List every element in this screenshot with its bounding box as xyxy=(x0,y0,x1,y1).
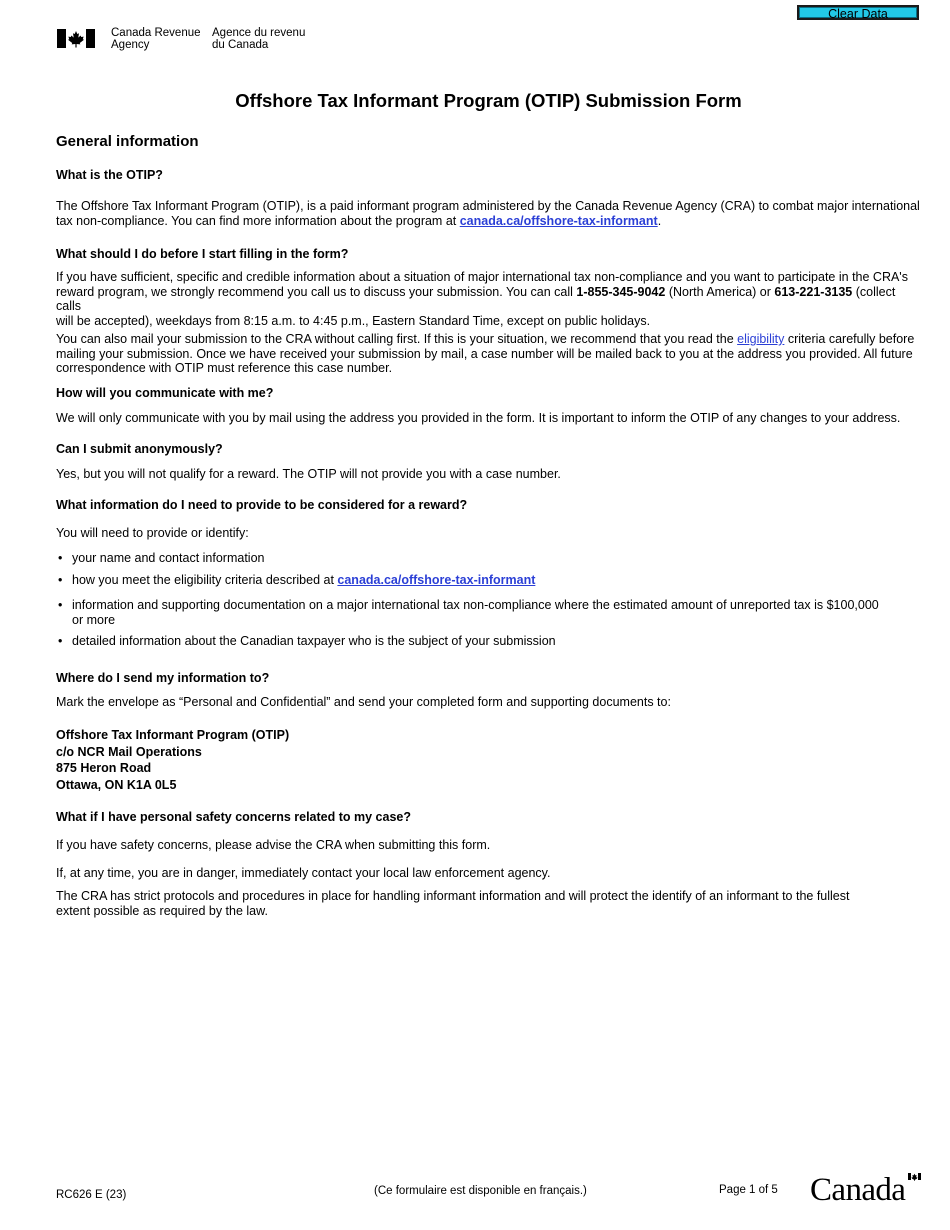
list-item xyxy=(72,573,892,588)
bullet-icon: • xyxy=(58,551,63,565)
otip-description-line2 xyxy=(56,214,922,229)
phone-north-america: 1-855-345-9042 xyxy=(576,284,666,299)
otip-website-link[interactable]: canada.ca/offshore-tax-informant xyxy=(337,573,536,587)
question-heading-safety: What if I have personal safety concerns related to my case? xyxy=(56,810,411,824)
safety-paragraph-1: If you have safety concerns, please advise the CRA when submitting this form. xyxy=(56,838,491,852)
otip-website-link[interactable]: canada.ca/offshore-tax-informant xyxy=(459,213,658,228)
list-item: detailed information about the Canadian taxpayer who is the subject of your submission xyxy=(72,634,556,648)
otip-description-period: . xyxy=(657,213,662,228)
phone-collect: 613-221-3135 xyxy=(774,284,853,299)
french-availability-note: (Ce formulaire est disponible en français.) xyxy=(374,1185,587,1197)
agency-fr-line1: Agence du revenu xyxy=(212,27,306,39)
bullet-icon: • xyxy=(58,573,63,587)
mail-instructions-paragraph xyxy=(56,332,922,376)
agency-fr-line2: du Canada xyxy=(212,38,269,51)
question-heading-before-filling: What should I do before I start filling in the form? xyxy=(56,247,349,261)
call-instructions-paragraph xyxy=(56,270,922,328)
page-number: Page 1 of 5 xyxy=(719,1184,778,1196)
svg-text:Canada: Canada xyxy=(810,1172,906,1204)
mail-instructions-line2: mailing your submission. Once we have received your submission by mail, a case number will be mailed back to you at the address you provided. All future xyxy=(56,346,913,361)
question-heading-reward-info: What information do I need to provide to be considered for a reward? xyxy=(56,498,468,512)
question-heading-what-is-otip: What is the OTIP? xyxy=(56,168,163,182)
question-heading-send-info: Where do I send my information to? xyxy=(56,671,270,685)
mailing-address xyxy=(56,727,922,793)
otip-description-text: tax non-compliance. You can find more information about the program at xyxy=(56,213,460,228)
mail-text: You can also mail your submission to the CRA without calling first. If this is your situation, we recommend that you read the xyxy=(56,332,738,346)
page-title: Offshore Tax Informant Program (OTIP) Submission Form xyxy=(235,90,742,111)
address-line1: Offshore Tax Informant Program (OTIP) xyxy=(56,728,290,742)
form-code: RC626 E (23) xyxy=(56,1189,127,1201)
call-instructions-line3: will be accepted), weekdays from 8:15 a.m. to 4:45 p.m., Eastern Standard Time, except on public holidays. xyxy=(56,313,651,328)
canada-flag-icon xyxy=(57,29,95,48)
eligibility-link[interactable]: eligibility xyxy=(737,332,785,346)
address-line2: c/o NCR Mail Operations xyxy=(56,744,202,759)
communication-answer: We will only communicate with you by mail using the address you provided in the form. It is important to inform the OTIP of any changes to your address. xyxy=(56,411,901,425)
agency-name-english xyxy=(111,28,201,51)
mail-instructions-line1 xyxy=(56,332,922,347)
otip-description xyxy=(56,199,922,228)
safety-paragraph-3-line1: The CRA has strict protocols and procedures in place for handling informant information and will protect the identify of an informant to the fullest xyxy=(56,889,850,903)
reward-info-intro: You will need to provide or identify: xyxy=(56,526,249,540)
list-item-text: how you meet the eligibility criteria described at xyxy=(72,573,338,587)
call-text: reward program, we strongly recommend you call us to discuss your submission. You can call xyxy=(56,284,577,299)
canada-wordmark-logo xyxy=(810,1172,922,1204)
call-text-mid: (North America) or xyxy=(665,284,775,299)
list-item-line2: or more xyxy=(72,612,116,627)
list-item xyxy=(72,598,892,627)
address-line3: 875 Heron Road xyxy=(56,761,152,775)
question-heading-communication: How will you communicate with me? xyxy=(56,386,274,400)
address-line4: Ottawa, ON K1A 0L5 xyxy=(56,777,177,792)
safety-paragraph-2: If, at any time, you are in danger, immediately contact your local law enforcement agency. xyxy=(56,866,551,880)
mail-instructions-line3: correspondence with OTIP must reference this case number. xyxy=(56,361,393,376)
bullet-icon: • xyxy=(58,598,63,612)
list-item: your name and contact information xyxy=(72,551,265,565)
anonymous-answer: Yes, but you will not qualify for a reward. The OTIP will not provide you with a case number. xyxy=(56,467,561,481)
agency-en-line1: Canada Revenue xyxy=(111,27,201,39)
mail-text-post: criteria carefully before xyxy=(784,332,915,346)
safety-paragraph-3-line2: extent possible as required by the law. xyxy=(56,903,268,918)
call-instructions-line1: If you have sufficient, specific and credible information about a situation of major international tax non-compliance and you want to participate in the CRA's xyxy=(56,270,908,284)
agency-name-french xyxy=(212,28,305,51)
section-heading: General information xyxy=(56,133,199,150)
question-heading-anonymous: Can I submit anonymously? xyxy=(56,442,223,456)
envelope-instructions: Mark the envelope as “Personal and Confidential” and send your completed form and supporting documents to: xyxy=(56,695,671,709)
clear-data-button[interactable]: Clear Data xyxy=(797,5,919,20)
safety-paragraph-3 xyxy=(56,889,922,918)
list-item-line1: information and supporting documentation on a major international tax non-compliance where the estimated amount of unreported tax is $100,000 xyxy=(72,598,879,612)
otip-description-line1: The Offshore Tax Informant Program (OTIP), is a paid informant program administered by the Canada Revenue Agency (CRA) to combat major international xyxy=(56,199,920,213)
call-text-post: (collect calls xyxy=(56,284,896,314)
call-instructions-line2 xyxy=(56,285,922,314)
agency-en-line2: Agency xyxy=(111,38,150,51)
bullet-icon: • xyxy=(58,634,63,648)
